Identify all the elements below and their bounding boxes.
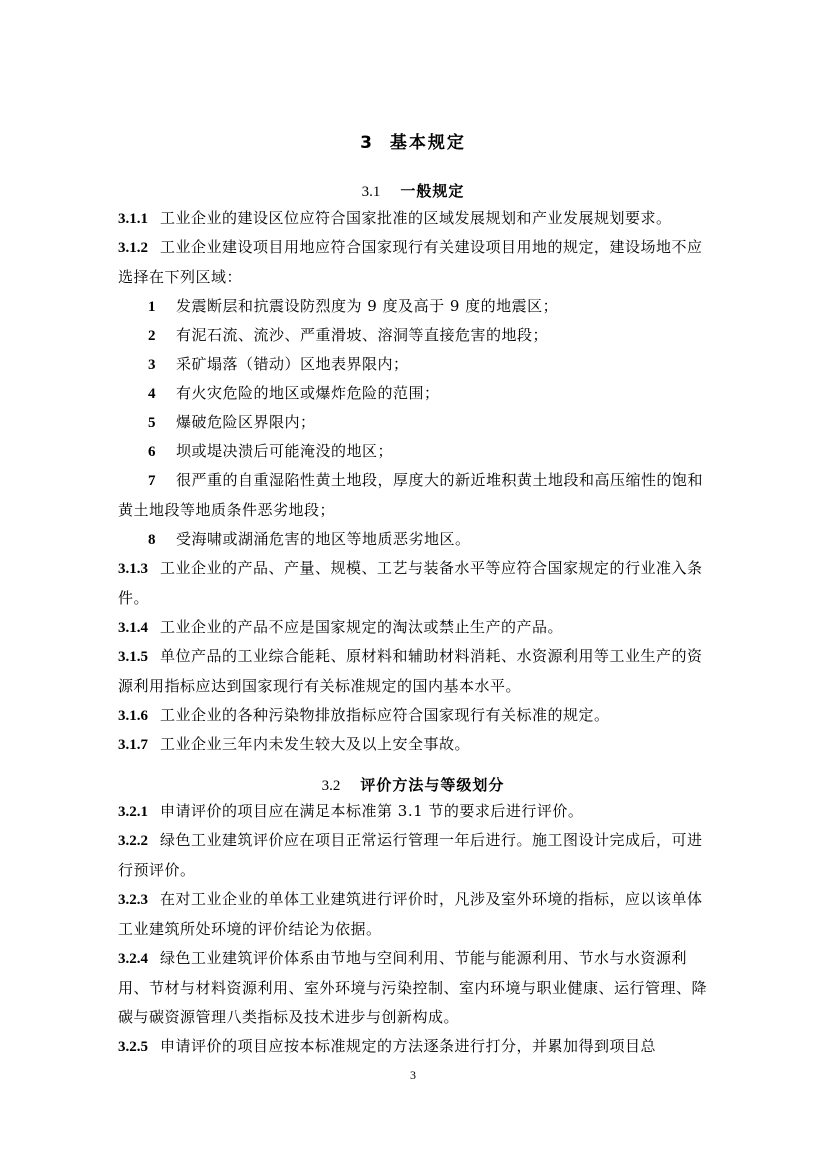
clause (118, 642, 710, 701)
clause-text: 工业企业建设项目用地应符合国家现行有关建设项目用地的规定，建设场地不应选择在下列区域： (118, 238, 703, 286)
clause (118, 233, 710, 292)
clause-number: 3.1.4 (118, 620, 148, 636)
clause-number: 3.1.7 (118, 737, 148, 753)
clause-number: 3.1.5 (118, 649, 148, 665)
clause-text: 申请评价的项目应按本标准规定的方法逐条进行打分，并累加得到项目总 (160, 1037, 657, 1055)
item-text: 受海啸或湖涌危害的地区等地质恶劣地区。 (176, 530, 471, 548)
clause-number: 3.2.2 (118, 833, 148, 849)
item-text: 有泥石流、流沙、严重滑坡、溶洞等直接危害的地段； (176, 326, 549, 344)
list-item (118, 292, 710, 322)
clause-text: 工业企业三年内未发生较大及以上安全事故。 (160, 735, 471, 753)
clause-number: 3.1.1 (118, 211, 148, 227)
item-number: 4 (148, 386, 156, 402)
clause-number: 3.2.5 (118, 1039, 148, 1055)
clause-number: 3.1.2 (118, 240, 148, 256)
item-text: 采矿塌落（错动）区地表界限内； (176, 355, 409, 373)
list-item (118, 379, 710, 409)
clause-text: 工业企业的产品、产量、规模、工艺与装备水平等应符合国家规定的行业准入条件。 (118, 559, 703, 607)
section-number: 3.2 (321, 778, 341, 794)
section-heading (0, 774, 826, 795)
clause-text: 申请评价的项目应在满足本标准第 3.1 节的要求后进行评价。 (160, 802, 584, 820)
list-item (118, 437, 710, 467)
item-number: 3 (148, 357, 156, 373)
item-number: 1 (148, 299, 156, 315)
item-number: 2 (148, 328, 156, 344)
clause (118, 554, 710, 613)
clause-text: 单位产品的工业综合能耗、原材料和辅助材料消耗、水资源利用等工业生产的资源利用指标应达到国家现行有关标准规定的国内基本水平。 (118, 647, 703, 695)
clause-number: 3.2.4 (118, 951, 148, 967)
clause-text: 绿色工业建筑评价体系由节地与空间利用、节能与能源利用、节水与水资源利用、节材与材料资源利用、室外环境与污染控制、室内环境与职业健康、运行管理、降碳与碳资源管理八类指标及技术进步与创新构成。 (118, 949, 708, 1026)
clause-text: 工业企业的建设区位应符合国家批准的区域发展规划和产业发展规划要求。 (160, 209, 672, 227)
clause (118, 944, 710, 1032)
clause (118, 797, 710, 827)
clause (118, 1032, 710, 1062)
clause-text: 工业企业的产品不应是国家规定的淘汰或禁止生产的产品。 (160, 618, 564, 636)
list-item (118, 466, 710, 525)
clause (118, 826, 710, 885)
clause-text: 在对工业企业的单体工业建筑进行评价时，凡涉及室外环境的指标，应以该单体工业建筑所处环境的评价结论为依据。 (118, 890, 703, 938)
list-item (118, 350, 710, 380)
clause (118, 204, 710, 234)
chapter-heading (0, 128, 826, 153)
clause (118, 701, 710, 731)
clause (118, 613, 710, 643)
list-item (118, 525, 710, 555)
chapter-title: 基本规定 (389, 133, 466, 153)
clause (118, 885, 710, 944)
item-text: 发震断层和抗震设防烈度为 9 度及高于 9 度的地震区； (176, 297, 559, 315)
clause-number: 3.2.3 (118, 892, 148, 908)
item-text: 有火灾危险的地区或爆炸危险的范围； (176, 384, 440, 402)
chapter-number: 3 (360, 133, 374, 153)
section-number: 3.1 (361, 184, 381, 200)
item-number: 5 (148, 415, 156, 431)
item-number: 7 (148, 473, 156, 489)
clause-number: 3.1.3 (118, 561, 148, 577)
list-item (118, 321, 710, 351)
section-heading (0, 180, 826, 201)
item-number: 8 (148, 532, 156, 548)
clause-number: 3.2.1 (118, 804, 148, 820)
section-title: 一般规定 (400, 182, 465, 200)
section-title: 评价方法与等级划分 (360, 776, 505, 794)
item-text: 很严重的自重湿陷性黄土地段，厚度大的新近堆积黄土地段和高压缩性的饱和黄土地段等地质条件恶劣地段； (118, 471, 704, 519)
clause-text: 工业企业的各种污染物排放指标应符合国家现行有关标准的规定。 (160, 706, 610, 724)
list-item (118, 408, 710, 438)
item-text: 坝或堤决溃后可能淹没的地区； (176, 442, 394, 460)
page-number: 3 (410, 1068, 416, 1082)
clause-text: 绿色工业建筑评价应在项目正常运行管理一年后进行。施工图设计完成后，可进行预评价。 (118, 831, 703, 879)
clause-number: 3.1.6 (118, 708, 148, 724)
clause (118, 730, 710, 760)
item-text: 爆破危险区界限内； (176, 413, 316, 431)
item-number: 6 (148, 444, 156, 460)
